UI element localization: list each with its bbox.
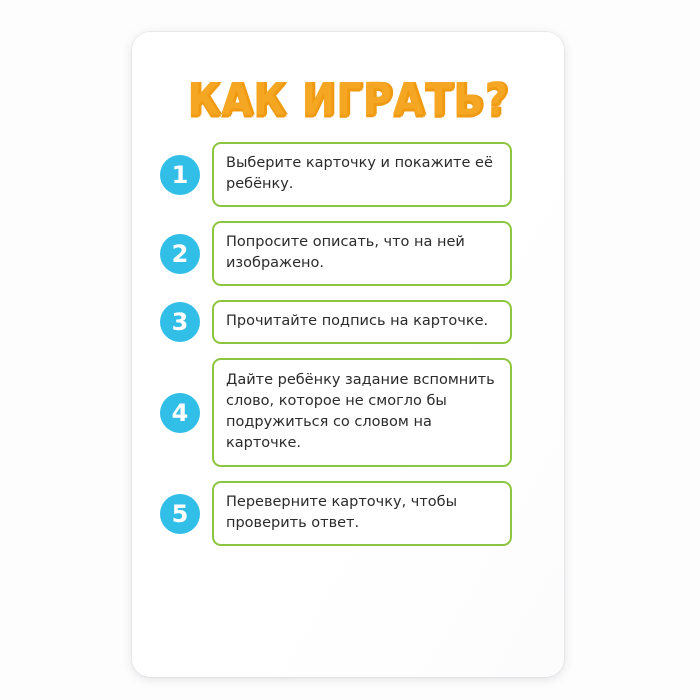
- step-number-badge: 2: [160, 234, 200, 274]
- page-title: КАК ИГРАТЬ?: [187, 74, 509, 126]
- step-number-badge: 5: [160, 494, 200, 534]
- step-text: Попросите описать, что на ней изображено.: [212, 221, 512, 286]
- instruction-card: [132, 32, 564, 677]
- step-number-badge: 4: [160, 393, 200, 433]
- list-item: [132, 221, 564, 286]
- card-surface: [132, 32, 564, 677]
- steps-list: [132, 142, 564, 560]
- step-number-badge: 3: [160, 302, 200, 342]
- list-item: [132, 358, 564, 467]
- step-text: Выберите карточку и покажите её ребёнку.: [212, 142, 512, 207]
- list-item: [132, 481, 564, 546]
- step-number-badge: 1: [160, 155, 200, 195]
- step-text: Переверните карточку, чтобы проверить ответ.: [212, 481, 512, 546]
- step-text: Дайте ребёнку задание вспомнить слово, которое не смогло бы подружиться со словом на карточке.: [212, 358, 512, 467]
- list-item: [132, 300, 564, 344]
- list-item: [132, 142, 564, 207]
- step-text: Прочитайте подпись на карточке.: [212, 300, 512, 344]
